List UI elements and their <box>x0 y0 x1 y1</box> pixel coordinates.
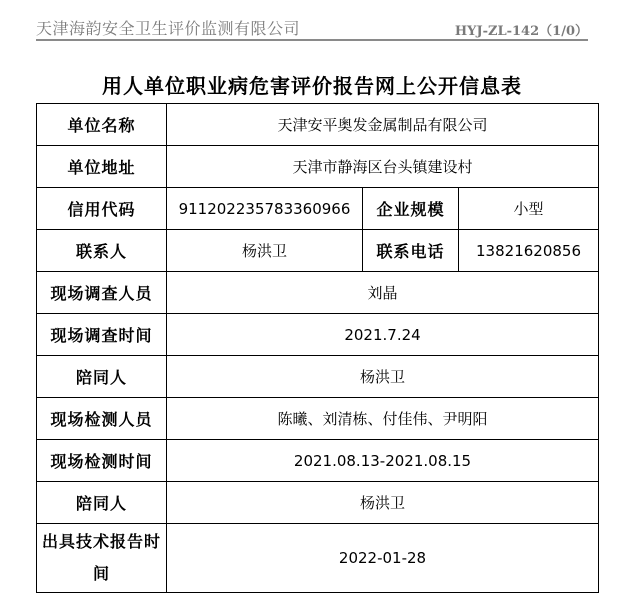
survey-time-value: 2021.7.24 <box>167 314 599 356</box>
contact-phone-value: 13821620856 <box>459 230 599 272</box>
table-row <box>37 272 599 314</box>
table-row <box>37 146 599 188</box>
header-rule <box>36 39 588 41</box>
contact-person-label: 联系人 <box>37 230 167 272</box>
enterprise-scale-label: 企业规模 <box>363 188 459 230</box>
table-row <box>37 440 599 482</box>
test-escort-value: 杨洪卫 <box>167 482 599 524</box>
report-time-label: 出具技术报告时间 <box>37 524 167 593</box>
credit-code-label: 信用代码 <box>37 188 167 230</box>
info-table <box>36 103 599 593</box>
test-staff-label: 现场检测人员 <box>37 398 167 440</box>
test-escort-label: 陪同人 <box>37 482 167 524</box>
table-row <box>37 482 599 524</box>
contact-person-value: 杨洪卫 <box>167 230 363 272</box>
unit-address-value: 天津市静海区台头镇建设村 <box>167 146 599 188</box>
test-time-value: 2021.08.13-2021.08.15 <box>167 440 599 482</box>
contact-phone-label: 联系电话 <box>363 230 459 272</box>
header-company: 天津海韵安全卫生评价监测有限公司 <box>36 19 301 38</box>
enterprise-scale-value: 小型 <box>459 188 599 230</box>
table-row <box>37 398 599 440</box>
survey-time-label: 现场调查时间 <box>37 314 167 356</box>
unit-name-value: 天津安平奥发金属制品有限公司 <box>167 104 599 146</box>
table-row <box>37 356 599 398</box>
unit-name-label: 单位名称 <box>37 104 167 146</box>
test-staff-value: 陈曦、刘清栋、付佳伟、尹明阳 <box>167 398 599 440</box>
table-row <box>37 230 599 272</box>
page-title: 用人单位职业病危害评价报告网上公开信息表 <box>102 74 522 98</box>
table-row <box>37 314 599 356</box>
header-doc-code: HYJ-ZL-142（1/0） <box>454 24 588 39</box>
survey-staff-label: 现场调查人员 <box>37 272 167 314</box>
table-row <box>37 188 599 230</box>
report-time-value: 2022-01-28 <box>167 524 599 593</box>
credit-code-value: 911202235783360966 <box>167 188 363 230</box>
survey-escort-label: 陪同人 <box>37 356 167 398</box>
survey-staff-value: 刘晶 <box>167 272 599 314</box>
survey-escort-value: 杨洪卫 <box>167 356 599 398</box>
table-row <box>37 104 599 146</box>
table-row <box>37 524 599 593</box>
test-time-label: 现场检测时间 <box>37 440 167 482</box>
unit-address-label: 单位地址 <box>37 146 167 188</box>
